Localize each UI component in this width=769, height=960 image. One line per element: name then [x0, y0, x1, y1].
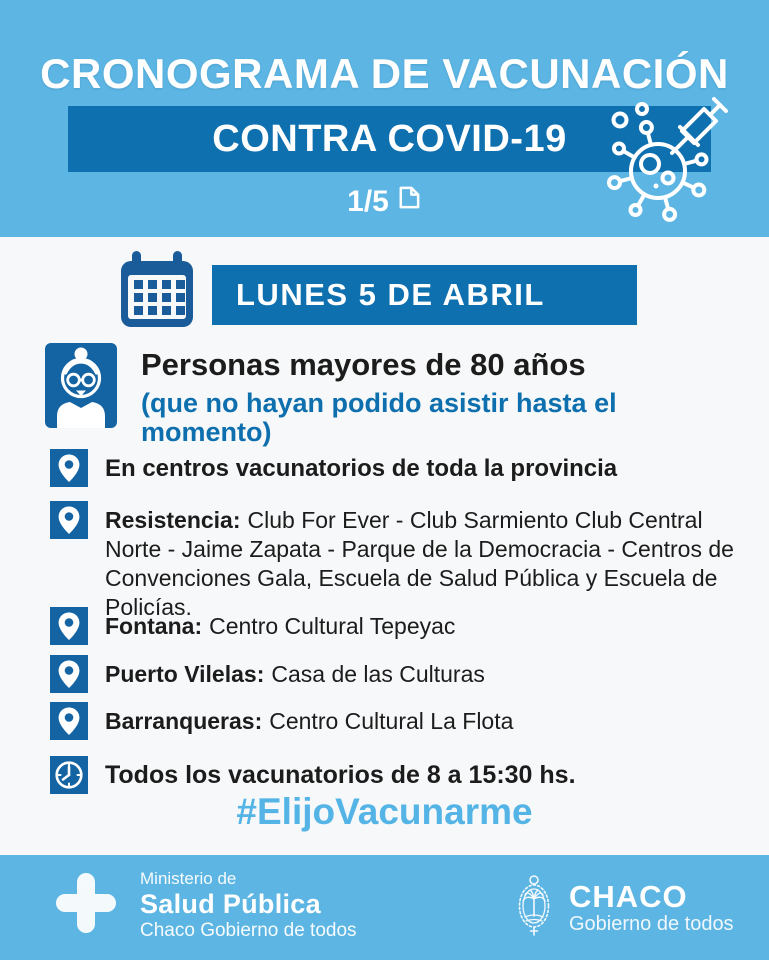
government-logo-block: [513, 871, 734, 944]
ministry-line2: Salud Pública: [140, 889, 321, 919]
campaign-hashtag: #ElijoVacunarme: [236, 791, 533, 832]
ministry-line3: Chaco Gobierno de todos: [140, 920, 357, 941]
poster-header: [0, 0, 769, 237]
location-row: [50, 607, 750, 645]
poster-title: CRONOGRAMA DE VACUNACIÓN: [40, 50, 729, 97]
location-pin-icon: [50, 449, 88, 487]
location-detail: Casa de las Culturas: [271, 661, 485, 687]
ministry-line1: Ministerio de: [140, 869, 237, 888]
location-text: [105, 501, 750, 622]
ministry-text: [140, 869, 357, 942]
date-row: [118, 249, 637, 333]
location-city-label: Barranqueras:: [105, 708, 263, 734]
location-text: [105, 702, 750, 736]
poster-footer: [0, 855, 769, 960]
target-text: [141, 343, 681, 447]
location-pin-icon: [50, 702, 88, 740]
location-text: En centros vacunatorios de toda la provincia: [105, 455, 618, 482]
location-detail: Club For Ever - Club Sarmiento Club Central Norte - Jaime Zapata - Parque de la Democracia - Centros de Convenciones Gala, Escuela de Salud Pública y Escuela de Policías.: [105, 507, 734, 620]
ministry-logo-block: [52, 869, 357, 942]
government-tagline: Gobierno de todos: [569, 913, 734, 935]
clock-icon: [50, 756, 88, 794]
chaco-crest-icon: [513, 871, 555, 944]
target-group-title: Personas mayores de 80 años: [141, 347, 586, 382]
location-pin-icon: [50, 655, 88, 693]
government-text: [569, 879, 734, 936]
location-detail: Centro Cultural Tepeyac: [209, 613, 456, 639]
location-pin-icon: [50, 607, 88, 645]
location-detail: Centro Cultural La Flota: [269, 708, 514, 734]
location-row: [50, 655, 750, 693]
location-city-label: Resistencia:: [105, 507, 241, 533]
target-group-note: (que no hayan podido asistir hasta el momento): [141, 388, 617, 448]
hours-text: Todos los vacunatorios de 8 a 15:30 hs.: [105, 760, 576, 789]
location-city-label: Puerto Vilelas:: [105, 661, 265, 687]
date-label: LUNES 5 DE ABRIL: [236, 277, 545, 312]
hours-row: [50, 756, 576, 794]
health-cross-icon: [52, 869, 120, 942]
location-text: [105, 655, 750, 689]
government-name: CHACO: [569, 879, 688, 914]
page-indicator: [0, 184, 769, 219]
page-indicator-text: 1/5: [347, 184, 389, 218]
location-text: [105, 607, 750, 641]
location-pin-icon: [50, 501, 88, 539]
schedule-content: [0, 237, 769, 855]
location-row: [50, 501, 750, 622]
date-bar: [212, 265, 637, 325]
target-group-row: [45, 343, 681, 447]
calendar-icon: [118, 249, 196, 333]
location-city-label: Fontana:: [105, 613, 203, 639]
page-icon: [395, 184, 422, 219]
covid-subtitle: CONTRA COVID-19: [212, 117, 567, 160]
location-row: [50, 702, 750, 740]
location-row: [50, 449, 750, 487]
elderly-person-icon: [45, 343, 117, 447]
